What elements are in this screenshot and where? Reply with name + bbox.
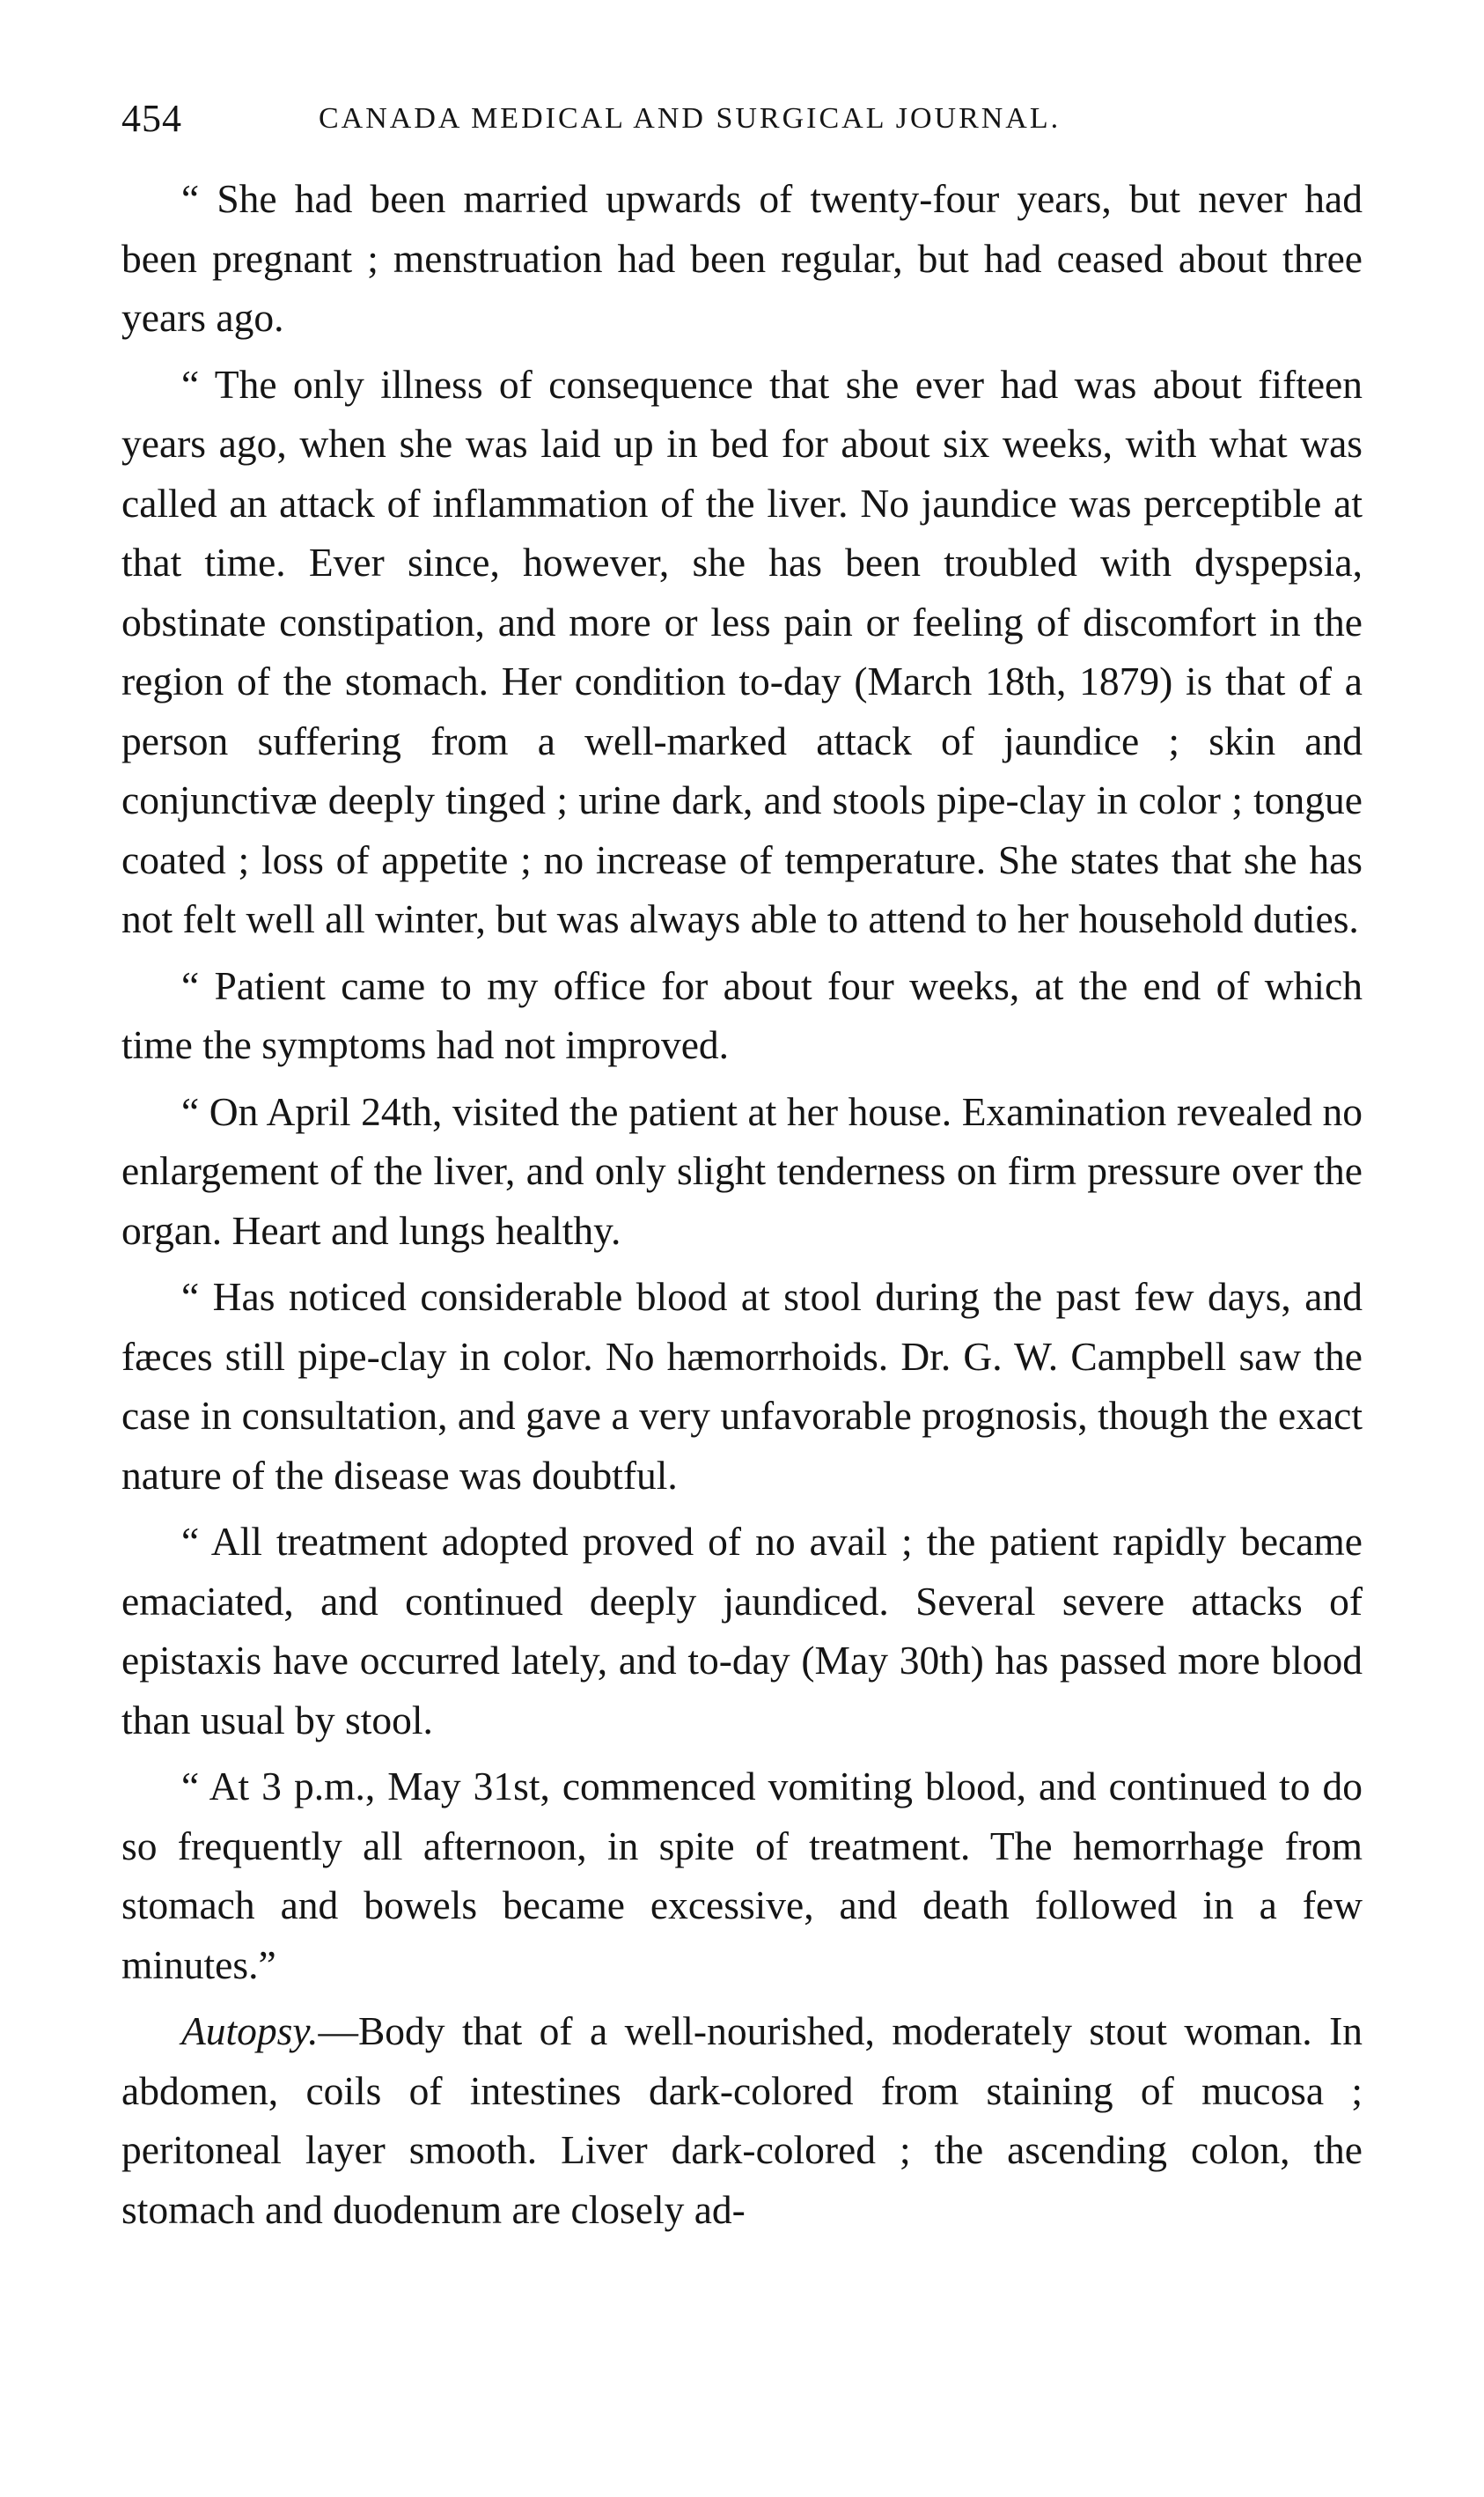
paragraph: “ Has noticed considerable blood at stool during the past few days, and fæces still pipe-clay in color. No hæmorrhoids. Dr. G. W. Campbell saw the case in consultation, and gave a very unfavorable prognosis, though the exact nature of the disease was doubtful. (121, 1274, 1363, 1498)
paragraph: “ All treatment adopted proved of no avail ; the patient rapidly became emaciated, and continued deeply jaundiced. Several severe attacks of epistaxis have occurred lately, and to-day (May 30th) has passed more blood than usual by stool. (121, 1519, 1363, 1742)
page-number: 454 (121, 97, 182, 140)
autopsy-paragraph (121, 2001, 1363, 2239)
page-header (121, 88, 1371, 150)
paragraph: “ The only illness of consequence that she ever had was about fifteen years ago, when she was laid up in bed for about six weeks, with what was called an attack of inflammation of the liver. No jaundice was perceptible at that time. Ever since, however, she has been troubled with dyspepsia, obstinate constipation, and more or less pain or feeling of discomfort in the region of the stomach. Her condition to-day (March 18th, 1879) is that of a person suffering from a well-marked attack of jaundice ; skin and conjunctivæ deeply tinged ; urine dark, and stools pipe-clay in color ; tongue coated ; loss of appetite ; no increase of temperature. She states that she has not felt well all winter, but was always able to attend to her household duties. (121, 361, 1363, 941)
article-body (121, 169, 1363, 2239)
paragraph: “ She had been married upwards of twenty-four years, but never had been pregnant ; menstruation had been regular, but had ceased about three years ago. (121, 176, 1363, 340)
paragraph: “ On April 24th, visited the patient at her house. Examination revealed no enlargement of the liver, and only slight tenderness on firm pressure over the organ. Heart and lungs healthy. (121, 1088, 1363, 1253)
running-title: CANADA MEDICAL AND SURGICAL JOURNAL. (319, 102, 1062, 135)
paragraph: “ At 3 p.m., May 31st, commenced vomiting blood, and continued to do so frequently all afternoon, in spite of treatment. The hemorrhage from stomach and bowels became excessive, and death followed in a few minutes.” (121, 1764, 1363, 1987)
paragraph: “ Patient came to my office for about four weeks, at the end of which time the symptoms had not improved. (121, 962, 1363, 1067)
autopsy-label: Autopsy. (181, 2008, 319, 2053)
autopsy-text: —Body that of a well-nourished, moderately stout woman. In abdomen, coils of intestines dark-colored from staining of mucosa ; peritoneal layer smooth. Liver dark-colored ; the ascending colon, the stomach and duodenum are closely ad- (121, 2008, 1363, 2232)
